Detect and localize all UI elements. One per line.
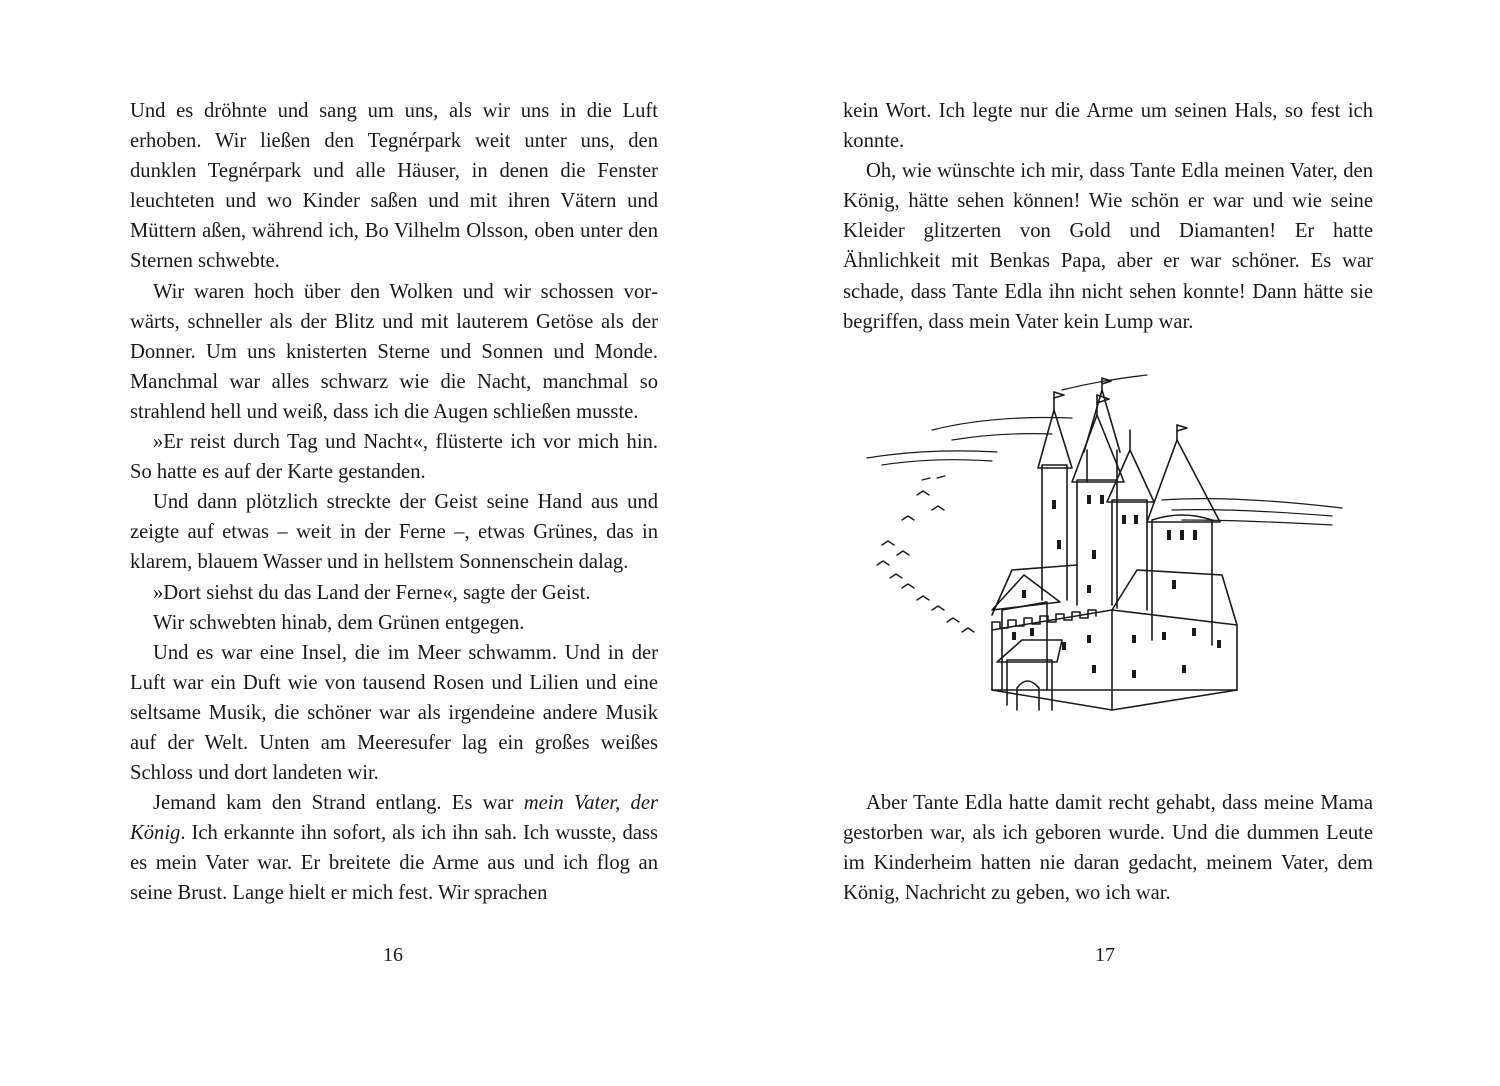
paragraph: Und es dröhnte und sang um uns, als wir uns in die Luft erhoben. Wir ließen den Tegnérpark weit unter uns, den dunklen Tegnérpark und alle Häuser, in denen die Fenster leuchteten und wo Kinder saßen und mit ihren Vätern und Müttern aßen, während ich, Bo Vilhelm Olsson, oben unter den Sternen schwebte. [130,100,658,273]
paragraph: »Er reist durch Tag und Nacht«, flüsterte ich vor mich hin. So hatte es auf der Karte gestanden. [130,431,658,484]
paragraph: Wir waren hoch über den Wolken und wir schossen vorwärts, schneller als der Blitz und mit lauterem Getöse als der Donner. Um uns knisterten Sterne und Sonnen und Monde. Manchmal war alles schwarz wie die Nacht, manchmal so strahlend hell und weiß, dass ich die Augen schließen musste. [130,280,658,423]
birds [877,491,974,632]
paragraph: Wir schwebten hinab, dem Grünen entgegen. [153,611,525,634]
right-page-text-bottom [843,788,1373,908]
paragraph: kein Wort. Ich legte nur die Arme um seinen Hals, so fest ich konnte. [843,100,1373,153]
paragraph: Und dann plötzlich streckte der Geist seine Hand aus und zeigte auf etwas – weit in der Ferne –, etwas Grünes, das in klarem, blauem Wasser und in hellstem Sonnenschein dalag. [130,491,658,574]
paragraph [130,788,658,908]
paragraph-text: Jemand kam den Strand entlang. Es war [153,792,524,815]
page-number: 16 [383,944,403,966]
paragraph: Oh, wie wünschte ich mir, dass Tante Edla meinen Vater, den König, hätte sehen können! Wie schön er war und wie seine Kleider glitzerten von Gold und Diamanten! Er hatte Ähnlichkeit mit Benkas Papa, aber er war schöner. Es war schade, dass Tante Edla ihn nicht sehen konnte! Dann hätte sie begriffen, dass mein Vater kein Lump war. [843,160,1373,333]
page-number: 17 [1095,944,1115,966]
paragraph: Aber Tante Edla hatte damit recht gehabt, dass meine Mama gestorben war, als ich geboren wurde. Und die dummen Leute im Kinderheim hatten nie daran gedacht, meinem Vater, dem König, Nachricht zu geben, wo ich war. [843,792,1373,905]
right-page-text-top [843,96,1373,337]
emphasis-text: mein Vater, der König [130,792,658,845]
paragraph: Und es war eine Insel, die im Meer schwamm. Und in der Luft war ein Duft wie von tausend Rosen und Lilien und eine seltsame Musik, die schöner war als irgendeine andere Musik auf der Welt. Unten am Meeresufer lag ein großes weißes Schloss und dort landeten wir. [130,641,658,785]
right-page [750,0,1500,1086]
paragraph-text: . Ich erkannte ihn sofort, als ich ihn sah. Ich wusste, dass es mein Vater war. Er breitete die Arme aus und ich flog an seine Brust. Lange hielt er mich fest. Wir sprachen [130,822,658,905]
left-page-text [130,96,658,909]
castle-icon [862,370,1352,740]
paragraph: »Dort siehst du das Land der Ferne«, sagte der Geist. [153,581,591,604]
